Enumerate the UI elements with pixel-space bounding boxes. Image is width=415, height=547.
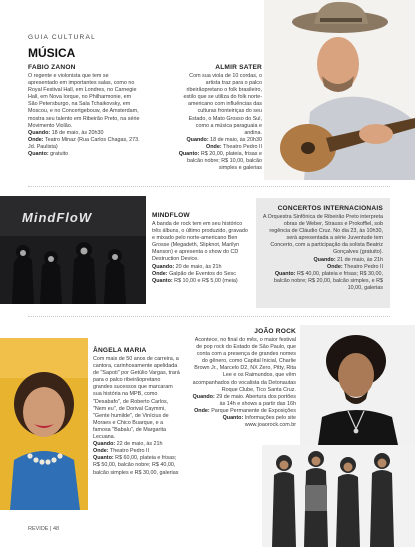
article-body: A banda de rock tem em seu histórico três álbuns, o último produzido, gravado e mixado pelo norte-americano Ben Grosse (Megadeth, Slipknot, Marilyn Manson) e apresenta o show do CD Destruction Device. [152,221,248,263]
article-joao-rock [190,328,296,429]
event-price: Quanto: R$ 40,00, plateia e frisas; R$ 30,00, balcão nobre; R$ 20,00, balcão simples, e R$ 10,00, galerias [273,270,383,291]
joao-rock-singer-photo [300,325,415,445]
event-where: Onde: Galpão de Eventos do Sesc [152,270,236,277]
divider [28,186,390,187]
article-title: CONCERTOS INTERNACIONAIS [277,205,383,212]
article-body: Acontece, no final do mês, o maior festival de pop rock do Estado de São Paulo, que conta com a presença de grandes nomes do gênero, como Capital Inicial, Charlie Brown Jr., Marcelo D2, NX Zero, Pitty, Rita Lee e os Raimundos, que vêm acompanhados do vocalista da Detonautas Roque Clube, Tico Santa Cruz. [192,337,296,393]
almir-sater-photo [264,0,415,180]
angela-maria-photo [0,338,88,510]
article-fabio-zanon [28,64,140,158]
event-price: Quanto: R$ 60,00, plateia e frisas; R$ 50,00, balcão nobre; R$ 40,00, balcão simples e R$ 30,00, galerias [93,455,179,476]
article-body: A Orquestra Sinfônica de Ribeirão Preto interpreta obras de Weber, Strauss e Prokoffiel, sob regência de Cláudio Cruz. No dia 23, às 10h30, será apresentada a série Juventude tem Concerto, com a participação da solista Beatriz Gonçalves (gratuito). [262,214,383,256]
article-body: Com mais de 50 anos de carreira, a cantora, carinhosamente apelidada de "Sapoti" por Getúlio Vargas, trará para o palco ribeirãopretano grandes sucessos que marcaram sua história na MPB, como "Desabafo", de Roberto Carlos, "Nem eu", de Dorival Caymmi, "Gente humilde", de Vinícius de Moraes e Chico Buarque, e a famosa "Babalu", de Margarita Lecuana. [93,356,180,441]
article-mindflow [152,212,248,285]
event-price: Quanto: R$ 20,00, plateia, frisas e balcão nobre; R$ 10,00, balcão simples e galerias [178,151,262,172]
article-angela-maria [93,347,181,477]
mindflow-photo [0,196,146,304]
article-concertos-internacionais [256,198,390,308]
article-almir-sater [178,64,262,172]
article-body: Com sua viola de 10 cordas, o artista traz para o palco ribeirãopretano o folk brasileiro, estilo que se utiliza do folk norte-americano com influências das culturas fronteiriças do seu Estado, o Mato Grosso do Sul, como a música paraguaia e andina. [183,73,262,136]
event-where: Onde: Theatro Pedro II [327,263,383,270]
article-title: FABIO ZANON [28,64,76,71]
mindflow-logo: MindFloW [22,210,93,225]
event-price: Quanto: gratuito [28,151,69,158]
event-where: Onde: Theatro Pedro II [206,143,262,150]
event-where: Onde: Theatro Pedro II [93,448,149,455]
event-where: Onde: Teatro Minaz (Rua Carlos Chagas, 273. Jd. Paulista) [28,136,140,150]
section-label: GUIA CULTURAL [28,34,97,41]
event-website: www.joaorock.com.br [244,422,296,429]
article-title: JOÃO ROCK [254,328,296,335]
article-body: O regente e violonista que tem se apresentado em importantes salas, como no Royal Festival Hall, em Londres, no Carnegie Hall, em Nova Iorque, no Philharmonie, em São Petersburgo, na Sala Tchaikovsky, em Moscou, e no Concertgebouw, de Amsterdam, mostra seu talento em Ribeirão Preto, na série Movimento Violão. [28,73,140,129]
article-title: ALMIR SATER [215,64,262,71]
joao-rock-band-photo [262,445,415,547]
event-when: Quando: 21 de maio, às 21h [313,256,383,263]
event-when: Quando: 18 de maio, às 20h30 [28,129,104,136]
event-when: Quando: 18 de maio, às 20h30 [186,136,262,143]
divider [28,316,390,317]
article-title: ÂNGELA MARIA [93,347,147,354]
event-when: Quando: 20 de maio, às 21h [152,263,222,270]
section-title: MÚSICA [28,46,76,60]
article-title: MINDFLOW [152,212,190,219]
page-footer: REVIDE | 48 [28,526,60,532]
event-price: Quanto: R$ 10,00 e R$ 5,00 (meia) [152,277,238,284]
event-price: Quanto: Informações pelo site [222,415,296,422]
event-when: Quando: 29 de maio. Abertura dos portões às 14h e shows a partir das 16h [192,393,296,407]
event-when: Quando: 22 de maio, às 21h [93,441,163,448]
event-where: Onde: Parque Permanente de Exposições [194,407,296,414]
